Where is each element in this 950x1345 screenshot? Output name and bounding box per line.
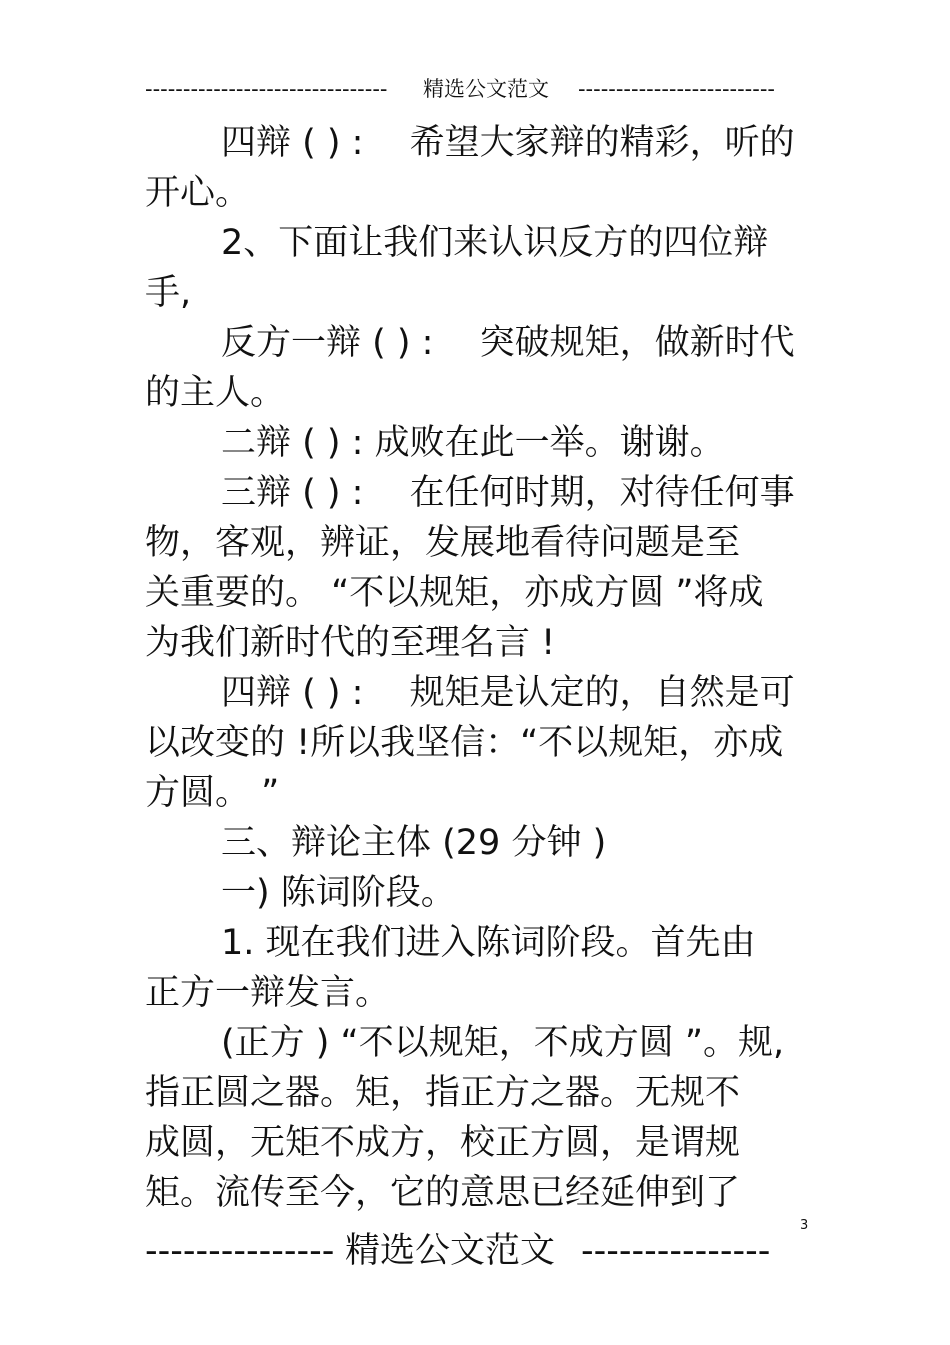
body-line: 物，客观，辨证，发展地看待问题是至 bbox=[145, 523, 741, 563]
body-line: 三辩 ( ) : 在任何时期，对待任何事 bbox=[221, 473, 795, 513]
body-line: 2、下面让我们来认识反方的四位辩 bbox=[221, 223, 769, 263]
body-line: 三、辩论主体 (29 分钟 ) bbox=[221, 823, 607, 863]
body-line: 关重要的。 “不以规矩，亦成方圆 ”将成 bbox=[145, 573, 764, 613]
document-body bbox=[145, 118, 805, 1218]
body-line: 以改变的 !所以我坚信：“不以规矩，亦成 bbox=[145, 723, 784, 763]
body-line: 开心。 bbox=[145, 173, 251, 213]
body-line: 指正圆之器。矩，指正方之器。无规不 bbox=[145, 1073, 741, 1113]
page-footer bbox=[145, 1228, 770, 1274]
footer-dashes-left: --------------- bbox=[145, 1231, 335, 1271]
header-dashes-right: -------------------------- bbox=[577, 77, 775, 101]
page-number: 3 bbox=[800, 1218, 809, 1233]
body-line: 四辩 ( ) : 希望大家辩的精彩，听的 bbox=[221, 123, 795, 163]
page-header bbox=[145, 74, 775, 104]
body-line: (正方 ) “不以规矩，不成方圆 ”。规, bbox=[221, 1023, 785, 1063]
body-line: 手, bbox=[145, 273, 192, 313]
body-line: 一) 陈词阶段。 bbox=[221, 873, 456, 913]
body-line: 四辩 ( ) : 规矩是认定的，自然是可 bbox=[221, 673, 795, 713]
body-line: 1. 现在我们进入陈词阶段。首先由 bbox=[221, 923, 756, 963]
body-line: 的主人。 bbox=[145, 373, 286, 413]
footer-dashes-right: --------------- bbox=[581, 1231, 770, 1271]
body-line: 矩。流传至今，它的意思已经延伸到了 bbox=[145, 1173, 741, 1213]
body-line: 为我们新时代的至理名言 ! bbox=[145, 623, 556, 663]
body-line: 成圆，无矩不成方，校正方圆，是谓规 bbox=[145, 1123, 741, 1163]
body-line: 二辩 ( ) : 成败在此一举。谢谢。 bbox=[221, 423, 725, 463]
body-line: 正方一辩发言。 bbox=[145, 973, 391, 1013]
body-line: 方圆。 ” bbox=[145, 773, 280, 813]
header-dashes-left: -------------------------------- bbox=[145, 77, 388, 101]
header-title: 精选公文范文 bbox=[423, 77, 549, 101]
footer-title: 精选公文范文 bbox=[345, 1231, 556, 1271]
body-line: 反方一辩 ( ) : 突破规矩，做新时代 bbox=[221, 323, 795, 363]
